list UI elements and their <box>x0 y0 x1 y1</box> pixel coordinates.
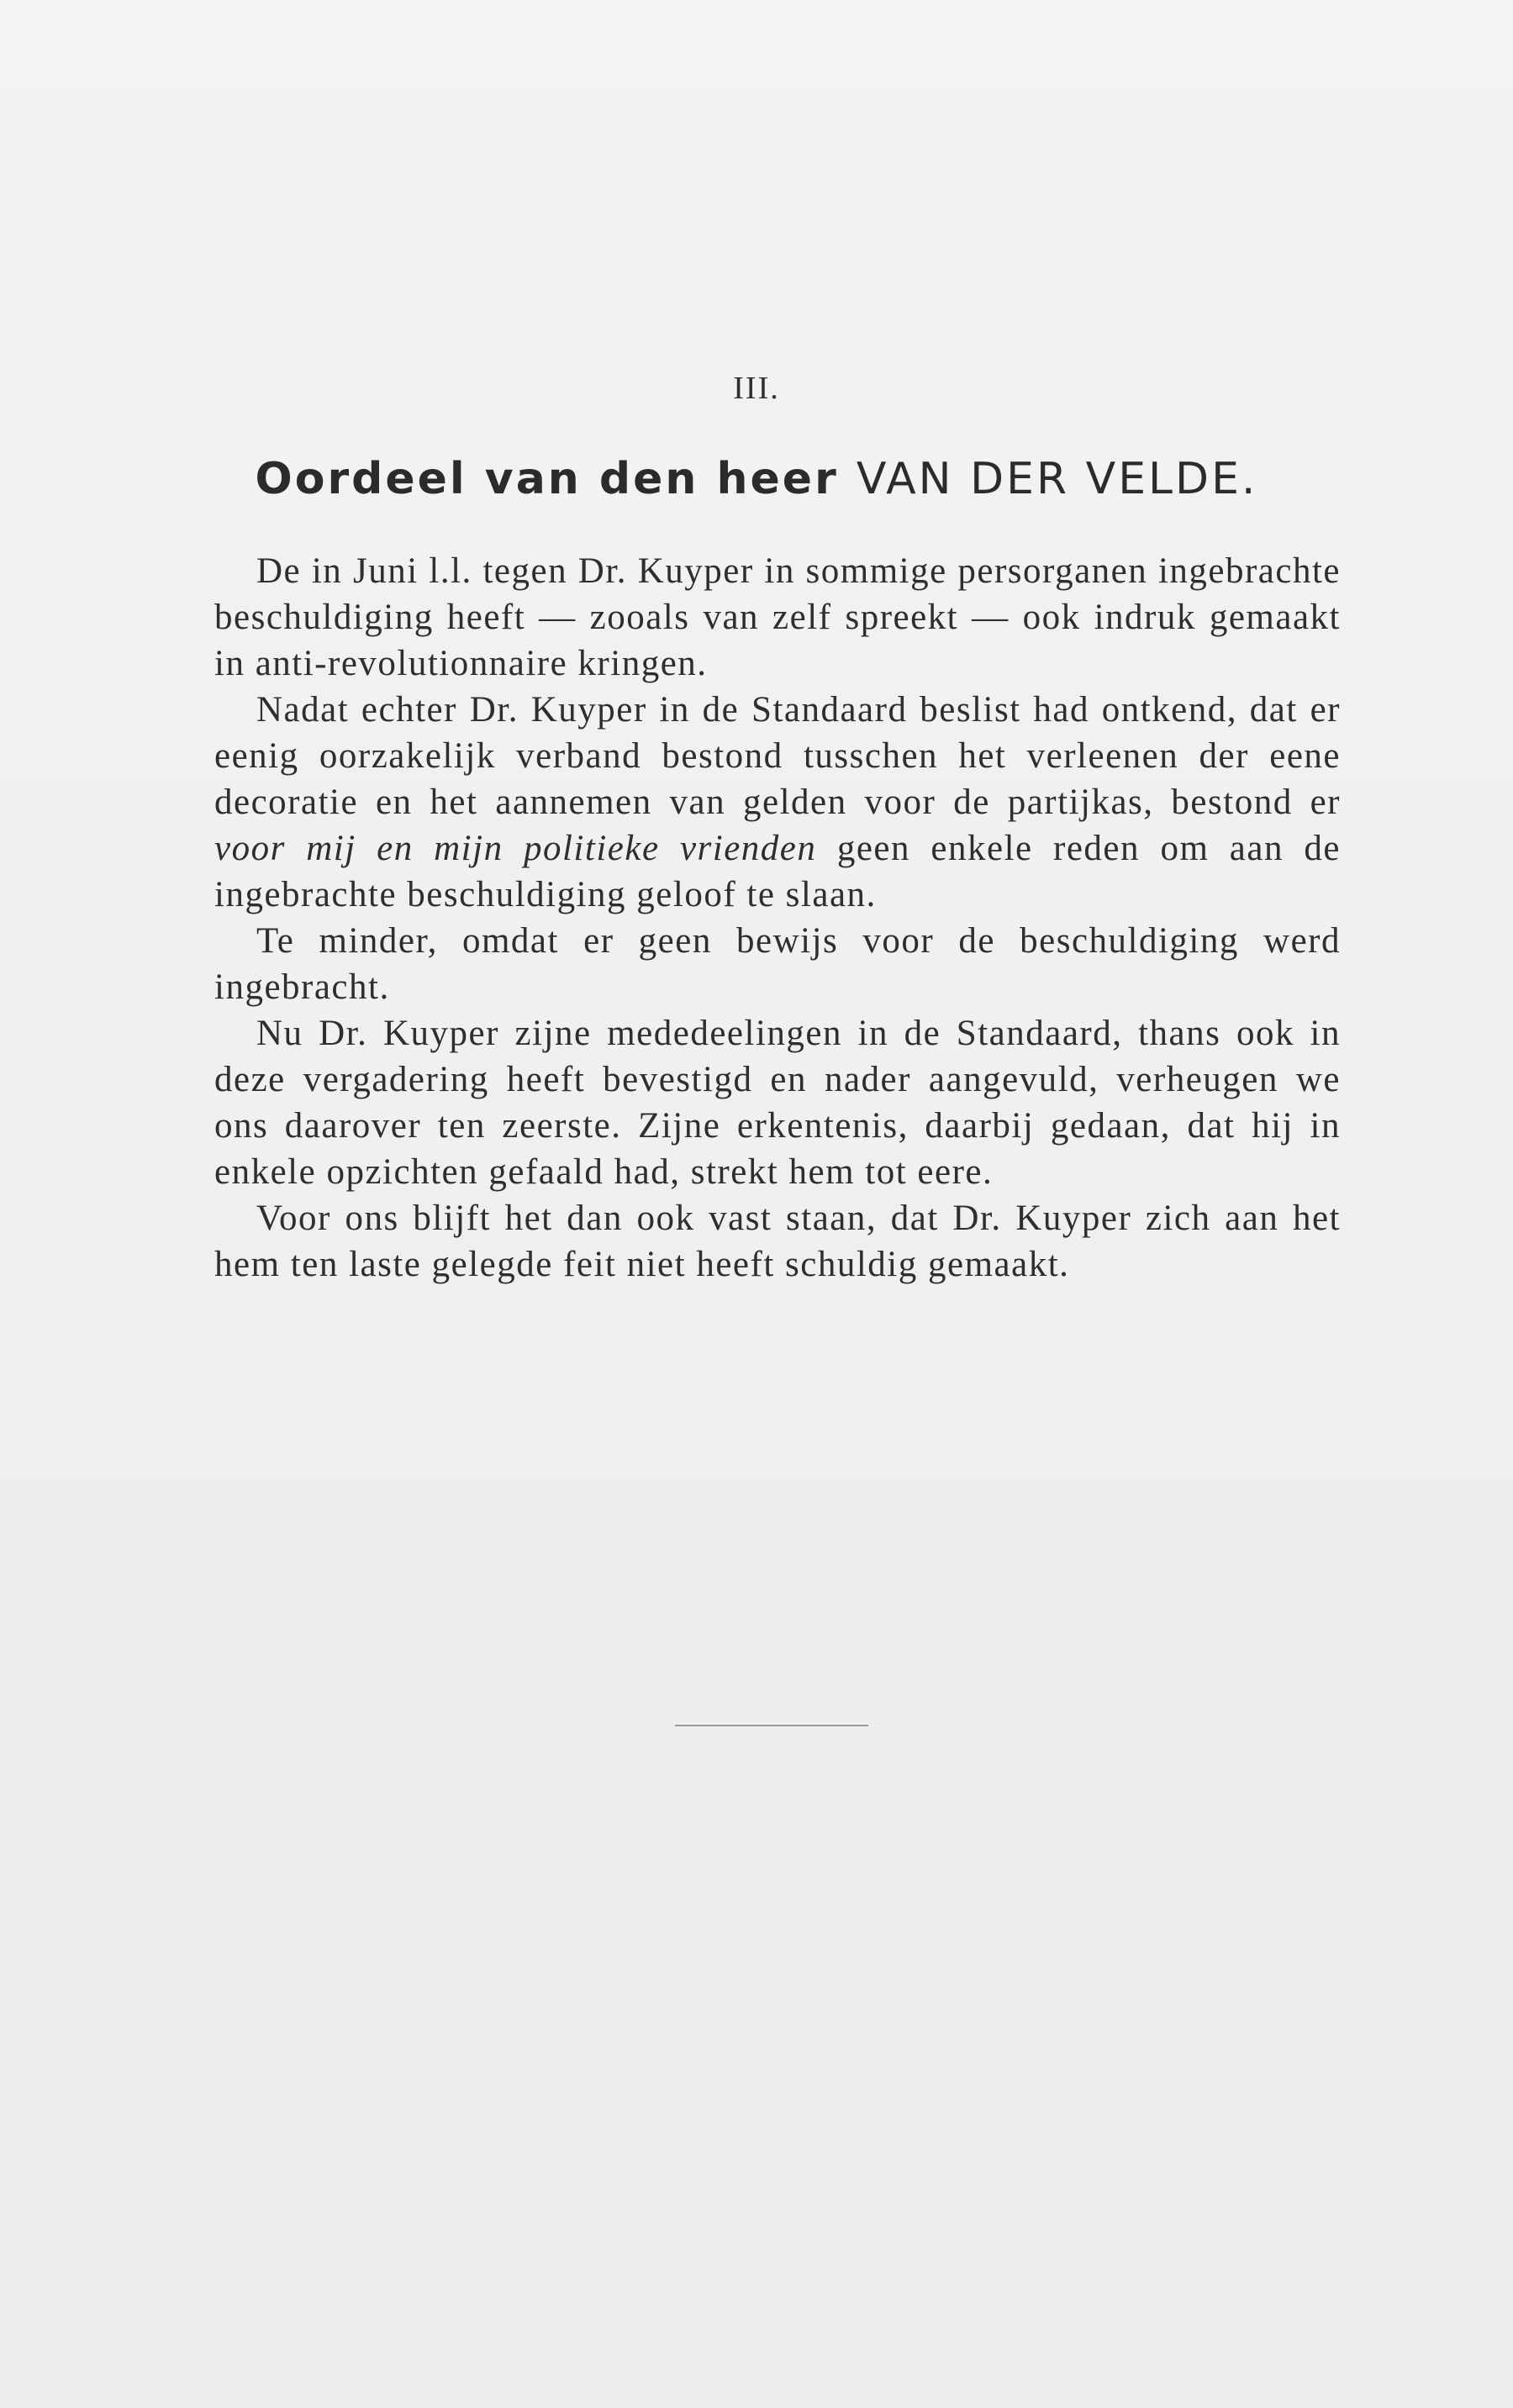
section-title <box>0 454 1513 504</box>
section-number: III. <box>733 371 780 406</box>
paragraph-2-italic: voor mij en mijn politieke vrienden <box>214 829 817 868</box>
paragraph-5: Voor ons blijft het dan ook vast staan, dat Dr. Kuyper zich aan het hem ten laste gelegde feit niet heeft schuldig gemaakt. <box>214 1199 1341 1284</box>
paragraph-2-after: geen enkele reden om aan de ingebrachte beschuldiging geloof te slaan. <box>214 829 1341 914</box>
body-text <box>214 548 1341 1288</box>
section-title-name: VAN DER VELDE. <box>856 454 1258 504</box>
paragraph-3: Te minder, omdat er geen bewijs voor de beschuldiging werd ingebracht. <box>214 921 1341 1007</box>
section-title-prefix: Oordeel van den heer <box>255 454 857 504</box>
paragraph-2 <box>214 687 1341 918</box>
paragraph-1: De in Juni l.l. tegen Dr. Kuyper in sommige persorganen ingebrachte beschuldiging heeft — zooals van zelf spreekt — ook indruk gemaakt in anti-revolutionnaire kringen. <box>214 551 1341 683</box>
paragraph-4: Nu Dr. Kuyper zijne mededeelingen in de Standaard, thans ook in deze vergadering heeft bevestigd en nader aangevuld, verheugen we ons daarover ten zeerste. Zijne erkentenis, daarbij gedaan, dat hij in enkele opzichten gefaald had, strekt hem tot eere. <box>214 1014 1341 1192</box>
section-divider <box>675 1725 868 1726</box>
paragraph-2-before: Nadat echter Dr. Kuyper in de Standaard beslist had ontkend, dat er eenig oorzakelijk verband bestond tusschen het verleenen der eene decoratie en het aannemen van gelden voor de partijkas, bestond er <box>214 690 1341 822</box>
